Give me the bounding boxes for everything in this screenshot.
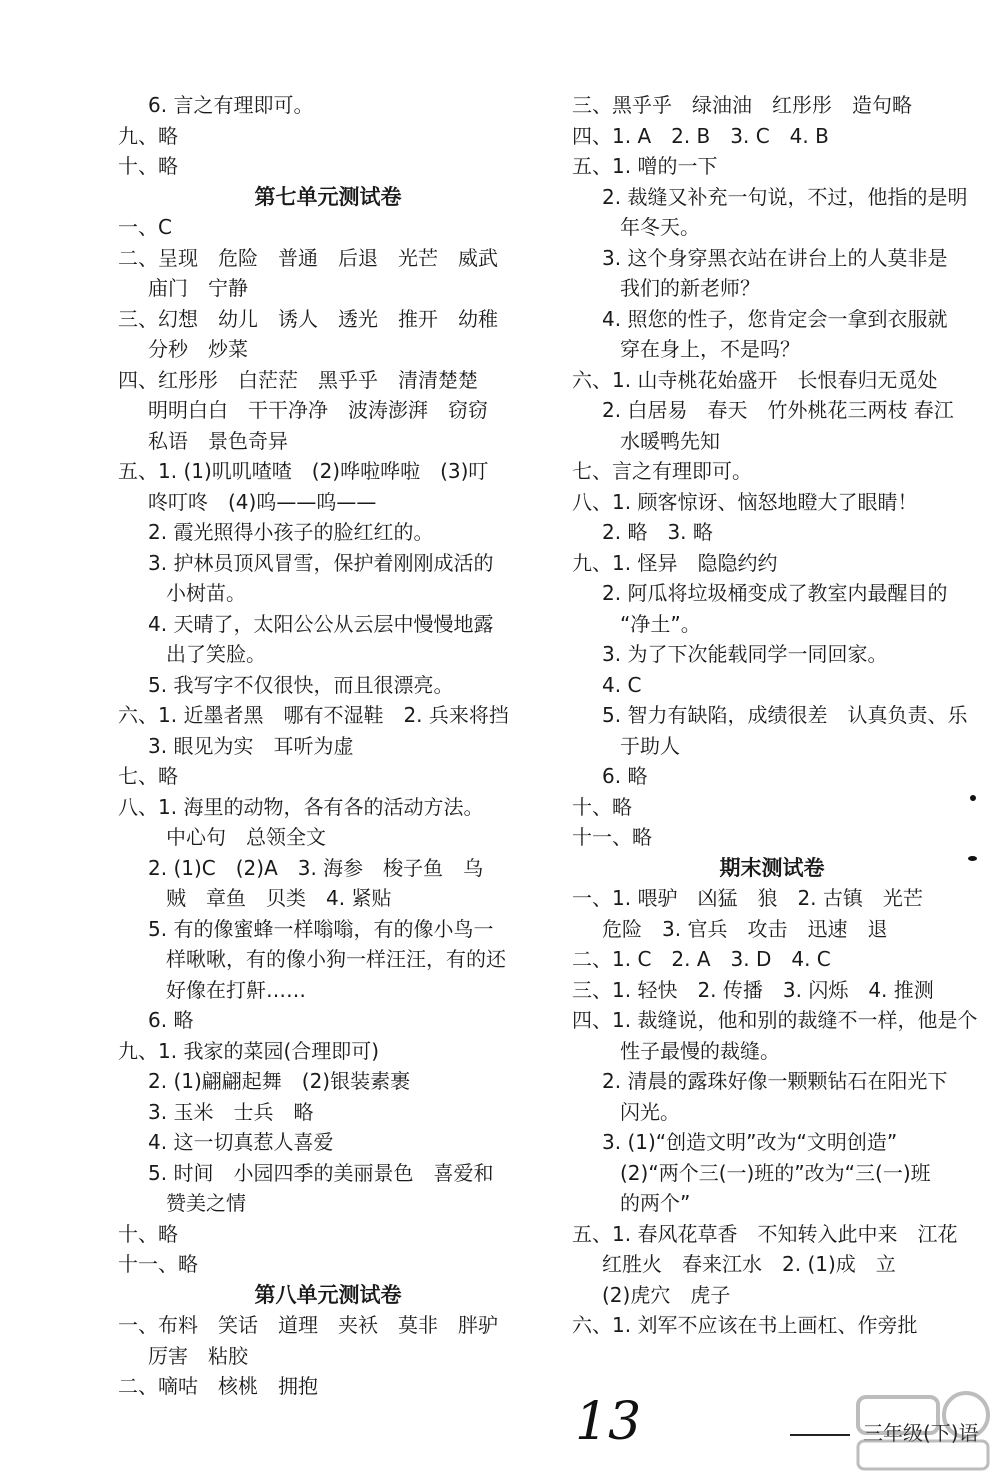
answer-line: 八、1. 海里的动物，各有各的活动方法。 [118, 794, 484, 819]
answer-line: 咚叮咚 (4)呜——呜—— [148, 489, 377, 514]
answer-line: 2. 裁缝又补充一句说，不过，他指的是明 [602, 184, 968, 209]
answer-line: 五、1. (1)叽叽喳喳 (2)哗啦哗啦 (3)叮 [118, 459, 489, 483]
answer-line: 十、略 [118, 154, 178, 178]
answer-line: 十一、略 [572, 825, 652, 849]
answer-line: 一、1. 喂驴 凶猛 狼 2. 古镇 光芒 [572, 886, 923, 910]
answer-line: 四、1. 裁缝说，他和别的裁缝不一样，他是个 [572, 1008, 978, 1032]
answer-line: (2)虎穴 虎子 [602, 1282, 731, 1307]
answer-line: 2. (1)C (2)A 3. 海参 梭子鱼 乌 [148, 855, 484, 880]
answer-line: 4. 这一切真惹人喜爱 [148, 1130, 334, 1154]
answer-line: 5. 有的像蜜蜂一样嗡嗡，有的像小鸟一 [148, 916, 494, 941]
watermark-logo [848, 1385, 998, 1477]
answer-line: 六、1. 近墨者黑 哪有不湿鞋 2. 兵来将挡 [118, 703, 509, 727]
answer-line: 4. 照您的性子，您肯定会一拿到衣服就 [602, 306, 948, 331]
answer-line: 四、红彤彤 白茫茫 黑乎乎 清清楚楚 [118, 367, 478, 392]
answer-line: 二、嘀咕 核桃 拥抱 [118, 1374, 318, 1398]
answer-line: 十、略 [118, 1221, 178, 1246]
answer-line: 于助人 [620, 733, 680, 758]
answer-line: 十一、略 [118, 1252, 198, 1276]
answer-line: 三、幻想 幼儿 诱人 透光 推开 幼稚 [118, 306, 498, 331]
answer-line: 二、1. C 2. A 3. D 4. C [572, 947, 831, 971]
answer-line: 2. 白居易 春天 竹外桃花三两枝 春江 [602, 398, 954, 422]
answer-line: 2. 清晨的露珠好像一颗颗钻石在阳光下 [602, 1069, 948, 1093]
answer-line: 年冬天。 [620, 215, 700, 239]
answer-line: 六、1. 刘军不应该在书上画杠、作旁批 [572, 1313, 918, 1337]
answer-line: (2)“两个三(一)班的”改为“三(一)班 [620, 1160, 931, 1185]
answer-line: 6. 略 [148, 1008, 194, 1032]
answer-line: 出了笑脸。 [166, 642, 266, 666]
answer-line: 八、1. 顾客惊讶、恼怒地瞪大了眼睛！ [572, 489, 918, 514]
answer-line: 私语 景色奇异 [148, 428, 288, 453]
left-answer-column [118, 90, 538, 1402]
answer-line: 5. 时间 小园四季的美丽景色 喜爱和 [148, 1160, 494, 1185]
answer-line: 明明白白 干干净净 波涛澎湃 窃窃 [148, 398, 488, 422]
answer-line: 3. 这个身穿黑衣站在讲台上的人莫非是 [602, 245, 948, 270]
handwritten-page-number: 13 [575, 1392, 642, 1452]
answer-line: 3. (1)“创造文明”改为“文明创造” [602, 1130, 898, 1154]
answer-line: 好像在打鼾…… [166, 977, 306, 1002]
answer-line: 四、1. A 2. B 3. C 4. B [572, 123, 829, 148]
answer-line: 红胜火 春来江水 2. (1)成 立 [602, 1252, 896, 1276]
answer-line: 2. 略 3. 略 [602, 520, 713, 544]
answer-line: 3. 眼见为实 耳听为虚 [148, 733, 354, 758]
answer-line: 2. 阿瓜将垃圾桶变成了教室内最醒目的 [602, 581, 948, 605]
answer-line: 2. 霞光照得小孩子的脸红红的。 [148, 520, 434, 544]
answer-line: 5. 智力有缺陷，成绩很差 认真负责、乐 [602, 703, 968, 727]
answer-line: 6. 略 [602, 764, 648, 788]
answer-line: 的两个” [620, 1191, 691, 1215]
answer-line: 五、1. 噌的一下 [572, 154, 718, 178]
answer-line: 十、略 [572, 794, 632, 819]
answer-line: 6. 言之有理即可。 [148, 93, 314, 117]
answer-line: 二、呈现 危险 普通 后退 光芒 威武 [118, 245, 498, 270]
right-answer-column [572, 90, 978, 1341]
answer-line: 五、1. 春风花草香 不知转入此中来 江花 [572, 1221, 958, 1246]
answer-line: 危险 3. 官兵 攻击 迅速 退 [602, 916, 888, 941]
answer-line: 九、略 [118, 123, 178, 148]
section-heading: 第七单元测试卷 [254, 184, 402, 209]
answer-line: 样啾啾，有的像小狗一样汪汪，有的还 [166, 947, 506, 971]
answer-line: 一、C [118, 215, 172, 239]
answer-line: 3. 护林员顶风冒雪，保护着刚刚成活的 [148, 550, 494, 575]
section-heading: 第八单元测试卷 [254, 1282, 402, 1307]
answer-line: 一、布料 笑话 道理 夹袄 莫非 胖驴 [118, 1313, 498, 1337]
answer-line: 庙门 宁静 [148, 276, 248, 300]
answer-line: 水暖鸭先知 [620, 428, 720, 453]
answer-line: 赞美之情 [166, 1191, 246, 1215]
answer-line: “净土”。 [620, 611, 701, 636]
answer-line: 3. 玉米 士兵 略 [148, 1099, 314, 1124]
answer-line: 中心句 总领全文 [166, 825, 326, 849]
answer-line: 贼 章鱼 贝类 4. 紧贴 [166, 886, 392, 910]
answer-line: 我们的新老师？ [620, 276, 760, 300]
grade-label-text: 三年级(下)语 [863, 1421, 979, 1445]
answer-line: 三、1. 轻快 2. 传播 3. 闪烁 4. 推测 [572, 977, 934, 1002]
answer-line: 穿在身上，不是吗？ [620, 337, 800, 361]
answer-line: 4. 天晴了，太阳公公从云层中慢慢地露 [148, 611, 494, 636]
answer-line: 闪光。 [620, 1099, 680, 1124]
answer-line: 5. 我写字不仅很快，而且很漂亮。 [148, 672, 454, 697]
scan-speck [968, 856, 977, 861]
scan-speck [970, 795, 976, 801]
answer-line: 厉害 粘胶 [148, 1343, 248, 1368]
answer-line: 七、略 [118, 764, 178, 788]
answer-line: 性子最慢的裁缝。 [620, 1038, 780, 1063]
section-heading: 期末测试卷 [719, 855, 825, 880]
answer-line: 七、言之有理即可。 [572, 459, 752, 483]
answer-line: 小树苗。 [166, 581, 246, 605]
answer-line: 4. C [602, 672, 642, 697]
answer-line: 2. (1)翩翩起舞 (2)银装素裹 [148, 1069, 411, 1093]
answer-line: 3. 为了下次能载同学一同回家。 [602, 642, 888, 666]
answer-line: 三、黑乎乎 绿油油 红彤彤 造句略 [572, 93, 912, 117]
answer-line: 九、1. 我家的菜园(合理即可) [118, 1038, 380, 1063]
answer-line: 九、1. 怪异 隐隐约约 [572, 550, 778, 575]
answer-line: 分秒 炒菜 [148, 337, 248, 361]
answer-line: 六、1. 山寺桃花始盛开 长恨春归无觅处 [572, 367, 938, 392]
